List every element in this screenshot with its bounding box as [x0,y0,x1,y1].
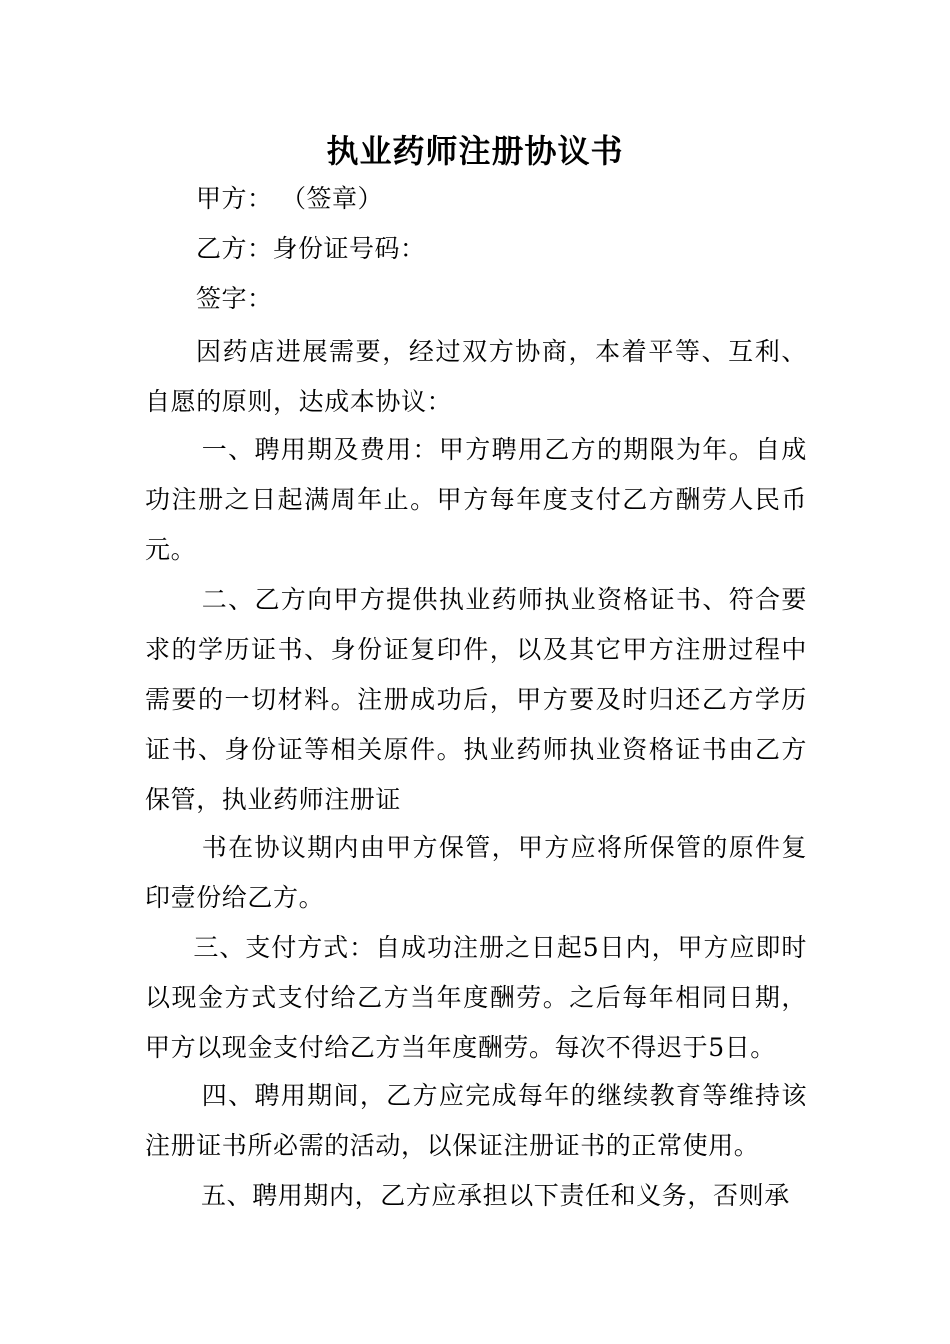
party-b-line: 乙方：身份证号码： [196,234,426,263]
paragraph-text: 因药店进展需要，经过双方协商，本着平等、互利、自愿的原则，达成本协议： [145,337,807,416]
intro-paragraph [145,327,807,427]
paragraph-text: 四、聘用期间，乙方应完成每年的继续教育等维持该注册证书所必需的活动，以保证注册证书的正常使用。 [145,1081,807,1160]
clause-5-paragraph [145,1171,807,1221]
document-title: 执业药师注册协议书 [326,132,624,170]
clause-2-continued-paragraph [145,823,807,923]
clause-1-paragraph [145,425,807,575]
clause-4-paragraph [145,1071,807,1171]
paragraph-text: 五、聘用期内，乙方应承担以下责任和义务，否则承 [201,1181,790,1210]
party-a-line: 甲方： （签章） [196,184,383,213]
paragraph-text: 书在协议期内由甲方保管，甲方应将所保管的原件复印壹份给乙方。 [145,833,807,912]
clause-3-paragraph [145,923,807,1073]
signature-line: 签字： [196,284,273,313]
paragraph-text: 一、聘用期及费用：甲方聘用乙方的期限为年。自成功注册之日起满周年止。甲方每年度支付乙方酬劳人民币元。 [145,435,807,564]
clause-2-paragraph [145,575,807,825]
paragraph-text: 三、支付方式：自成功注册之日起5日内，甲方应即时以现金方式支付给乙方当年度酬劳。之后每年相同日期，甲方以现金支付给乙方当年度酬劳。每次不得迟于5日。 [145,933,807,1062]
paragraph-text: 二、乙方向甲方提供执业药师执业资格证书、符合要求的学历证书、身份证复印件，以及其它甲方注册过程中需要的一切材料。注册成功后，甲方要及时归还乙方学历证书、身份证等相关原件。执业药师执业资格证书由乙方保管，执业药师注册证 [145,585,807,814]
